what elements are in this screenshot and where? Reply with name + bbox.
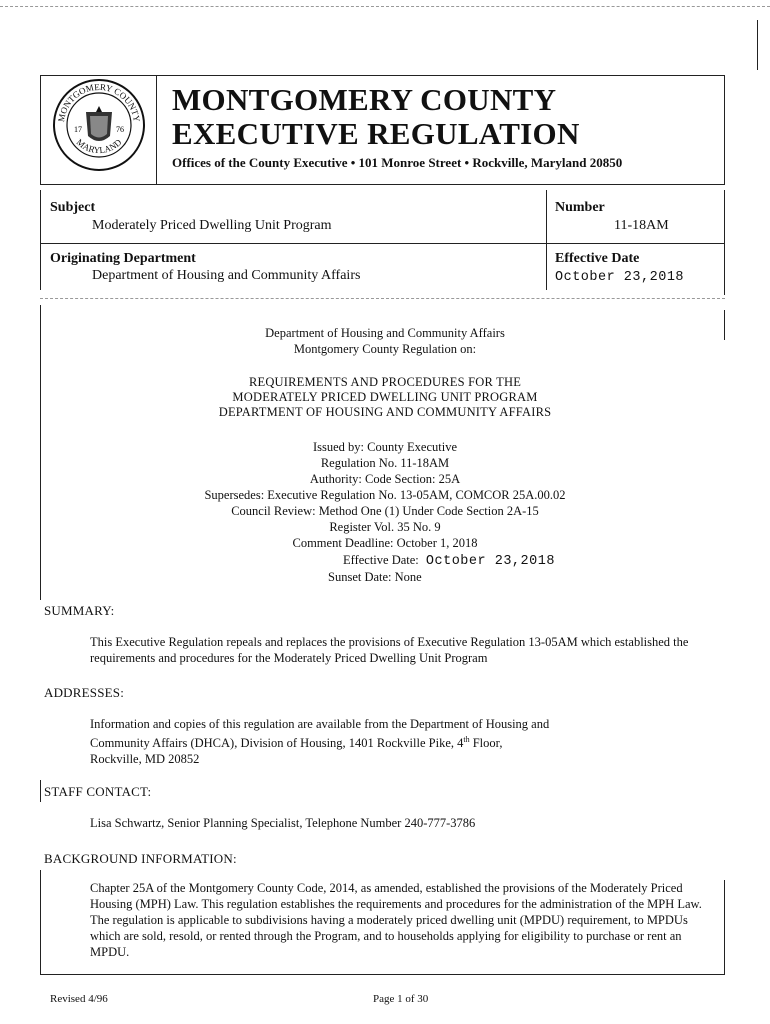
preamble-issued-by: Issued by: County Executive bbox=[312, 440, 458, 454]
preamble-register: Register Vol. 35 No. 9 bbox=[329, 520, 441, 534]
svg-text:76: 76 bbox=[116, 125, 124, 134]
fields-left-rule bbox=[40, 190, 41, 290]
preamble-supersedes: Supersedes: Executive Regulation No. 13-05AM, COMCOR 25A.00.02 bbox=[204, 488, 566, 502]
staff-left-rule bbox=[40, 780, 41, 802]
county-seal-logo bbox=[52, 78, 146, 172]
svg-text:MONTGOMERY COUNTY: MONTGOMERY COUNTY bbox=[56, 81, 142, 123]
staff-contact-heading: STAFF CONTACT: bbox=[44, 784, 152, 799]
header-title-line2: EXECUTIVE REGULATION bbox=[172, 116, 580, 151]
preamble-title2: MODERATELY PRICED DWELLING UNIT PROGRAM bbox=[232, 390, 538, 404]
staff-contact-text: Lisa Schwartz, Senior Planning Specialist, Telephone Number 240-777-3786 bbox=[90, 816, 476, 830]
summary-heading: SUMMARY: bbox=[44, 603, 115, 618]
preamble-effective-date bbox=[343, 553, 555, 569]
header-left-rule bbox=[40, 75, 41, 185]
effective-date-label: Effective Date bbox=[555, 251, 640, 266]
originating-department-value: Department of Housing and Community Affairs bbox=[92, 268, 361, 283]
originating-department-label: Originating Department bbox=[50, 251, 196, 266]
preamble-comment-deadline: Comment Deadline: October 1, 2018 bbox=[292, 536, 478, 550]
svg-text:17: 17 bbox=[74, 125, 82, 134]
addresses-text bbox=[90, 716, 720, 767]
header-bottom-rule bbox=[40, 184, 725, 185]
preamble-effective-label: Effective Date: bbox=[343, 553, 419, 567]
preamble-title3: DEPARTMENT OF HOUSING AND COMMUNITY AFFAIRS bbox=[218, 405, 552, 419]
subject-label: Subject bbox=[50, 200, 96, 215]
fields-column-divider bbox=[546, 190, 547, 290]
svg-text:MARYLAND: MARYLAND bbox=[74, 136, 124, 156]
header-seal-divider bbox=[156, 75, 157, 185]
number-label: Number bbox=[555, 200, 605, 215]
preamble-regulation-on: Montgomery County Regulation on: bbox=[293, 342, 477, 356]
footer-page-number: Page 1 of 30 bbox=[373, 993, 429, 1005]
preamble-effective-value: October 23,2018 bbox=[425, 554, 555, 569]
addresses-line1: Information and copies of this regulation are available from the Department of Housing and bbox=[90, 717, 550, 731]
number-value: 11-18AM bbox=[614, 218, 669, 233]
header-subtitle: Offices of the County Executive • 101 Monroe Street • Rockville, Maryland 20850 bbox=[172, 155, 623, 170]
preamble-sunset-date: Sunset Date: None bbox=[328, 570, 422, 584]
background-heading: BACKGROUND INFORMATION: bbox=[44, 851, 237, 866]
preamble-regulation-number: Regulation No. 11-18AM bbox=[320, 456, 450, 470]
fields-middle-rule bbox=[40, 243, 725, 244]
preamble-title1: REQUIREMENTS AND PROCEDURES FOR THE bbox=[248, 375, 522, 389]
scan-artifact-edge bbox=[757, 20, 758, 70]
addresses-line3: Rockville, MD 20852 bbox=[90, 752, 200, 767]
header-title-line1: MONTGOMERY COUNTY bbox=[172, 82, 557, 117]
background-text: Chapter 25A of the Montgomery County Code, 2014, as amended, established the provisions of the Moderately Priced Housing (MPH) Law. This regulation establishes the requirements and procedures for the administration of the MPH Law. The regulation is applicable to subdivisions having a moderately priced dwelling unit (MPDU) requirement, to MPDUs which are sold, resold, or rented through the Program, and to households applying for eligibility to purchase or rent an MPDU. bbox=[90, 881, 702, 959]
background-left-rule bbox=[40, 870, 41, 975]
scan-artifact-line bbox=[0, 6, 770, 7]
subject-value: Moderately Priced Dwelling Unit Program bbox=[92, 218, 332, 233]
preamble-council-review: Council Review: Method One (1) Under Code Section 2A-15 bbox=[231, 504, 539, 518]
fields-bottom-rule bbox=[40, 298, 725, 299]
footer-revised: Revised 4/96 bbox=[50, 993, 108, 1005]
summary-text: This Executive Regulation repeals and replaces the provisions of Executive Regulation 13-05AM which established the requirements and procedures for the Moderately Priced Dwelling Unit Program bbox=[90, 635, 689, 665]
preamble-dept: Department of Housing and Community Affairs bbox=[265, 326, 505, 340]
background-right-rule bbox=[724, 880, 725, 975]
header-top-rule bbox=[40, 75, 725, 76]
preamble-authority: Authority: Code Section: 25A bbox=[309, 472, 461, 486]
addresses-heading: ADDRESSES: bbox=[44, 685, 125, 700]
header-right-rule bbox=[724, 75, 725, 185]
effective-date-value: October 23,2018 bbox=[555, 270, 685, 285]
addresses-line2: Community Affairs (DHCA), Division of Housing, 1401 Rockville Pike, 4th Floor, bbox=[90, 735, 503, 751]
footer-rule bbox=[40, 974, 725, 975]
